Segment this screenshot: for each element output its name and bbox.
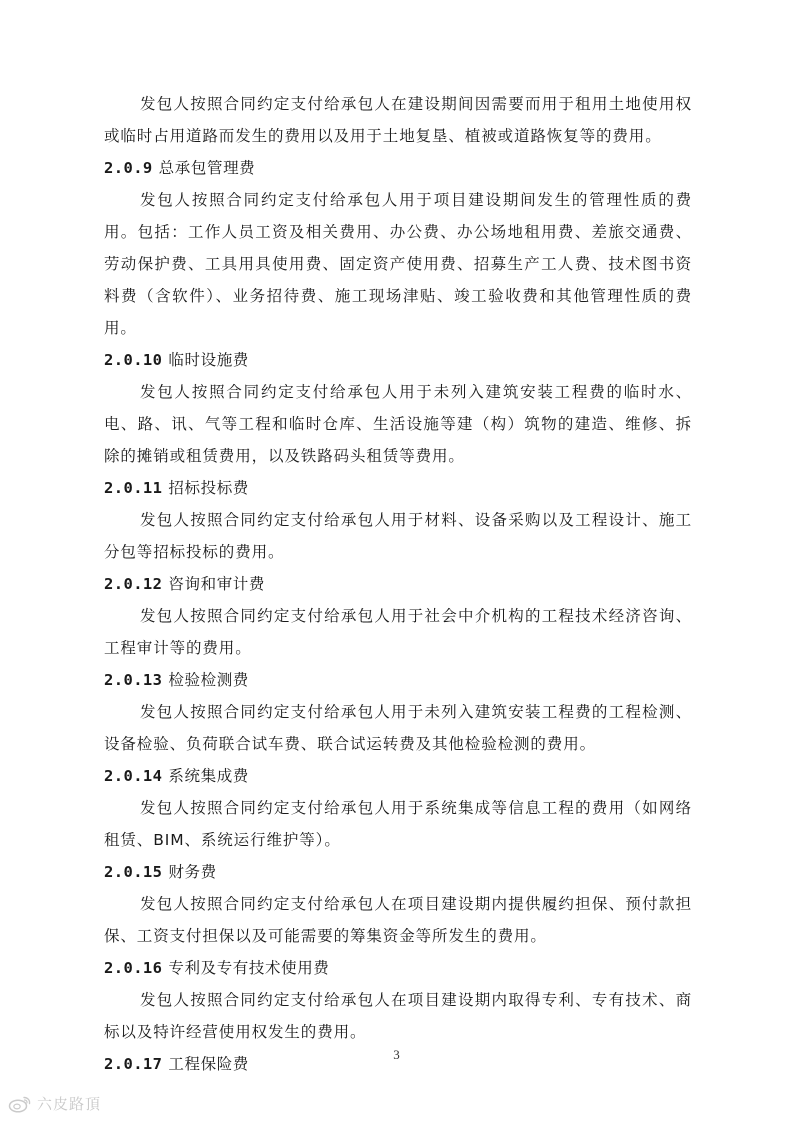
paragraph: 发包人按照合同约定支付给承包人用于未列入建筑安装工程费的工程检测、设备检验、负荷联合试车费、联合试运转费及其他检验检测的费用。 [104, 703, 692, 753]
section-heading [104, 344, 692, 376]
paragraph: 发包人按照合同约定支付给承包人用于未列入建筑安装工程费的临时水、电、路、讯、气等工程和临时仓库、生活设施等建（构）筑物的建造、维修、拆除的摊销或租赁费用，以及铁路码头租赁等费用。 [104, 383, 692, 465]
document-body [104, 88, 692, 1080]
paragraph: 发包人按照合同约定支付给承包人在项目建设期内取得专利、专有技术、商标以及特许经营使用权发生的费用。 [104, 991, 692, 1041]
section-title: 专利及专有技术使用费 [168, 959, 330, 977]
section-number: 2.0.12 [104, 575, 163, 593]
section-heading [104, 760, 692, 792]
watermark-text: 六皮路頂 [37, 1095, 102, 1113]
paragraph: 发包人按照合同约定支付给承包人用于系统集成等信息工程的费用（如网络租赁、BIM、系统运行维护等）。 [104, 799, 692, 849]
weibo-logo-icon [8, 1095, 32, 1113]
section-title: 检验检测费 [168, 671, 249, 689]
section-number: 2.0.15 [104, 863, 163, 881]
section-title: 工程保险费 [168, 1055, 249, 1073]
section-number: 2.0.14 [104, 767, 163, 785]
section-heading [104, 152, 692, 184]
section-heading [104, 664, 692, 696]
paragraph: 发包人按照合同约定支付给承包人在项目建设期内提供履约担保、预付款担保、工资支付担保以及可能需要的筹集资金等所发生的费用。 [104, 895, 692, 945]
section-title: 临时设施费 [168, 351, 249, 369]
section-number: 2.0.9 [104, 159, 153, 177]
section-title: 财务费 [168, 863, 217, 881]
section-number: 2.0.16 [104, 959, 163, 977]
section-number: 2.0.11 [104, 479, 163, 497]
section-heading [104, 472, 692, 504]
page-number: 3 [393, 1047, 400, 1062]
section-title: 系统集成费 [168, 767, 249, 785]
section-title: 招标投标费 [168, 479, 249, 497]
section-heading [104, 952, 692, 984]
section-heading [104, 568, 692, 600]
section-title: 咨询和审计费 [168, 575, 266, 593]
paragraph: 发包人按照合同约定支付给承包人用于社会中介机构的工程技术经济咨询、工程审计等的费用。 [104, 607, 692, 657]
section-title: 总承包管理费 [158, 159, 256, 177]
section-number: 2.0.10 [104, 351, 163, 369]
paragraph: 发包人按照合同约定支付给承包人在建设期间因需要而用于租用土地使用权或临时占用道路而发生的费用以及用于土地复垦、植被或道路恢复等的费用。 [104, 95, 692, 145]
paragraph: 发包人按照合同约定支付给承包人用于材料、设备采购以及工程设计、施工分包等招标投标的费用。 [104, 511, 692, 561]
section-number: 2.0.13 [104, 671, 163, 689]
watermark [8, 1093, 101, 1114]
paragraph: 发包人按照合同约定支付给承包人用于项目建设期间发生的管理性质的费用。包括：工作人员工资及相关费用、办公费、办公场地租用费、差旅交通费、劳动保护费、工具用具使用费、固定资产使用费、招募生产工人费、技术图书资料费（含软件）、业务招待费、施工现场津贴、竣工验收费和其他管理性质的费用。 [104, 191, 692, 337]
section-heading [104, 856, 692, 888]
section-number: 2.0.17 [104, 1055, 163, 1073]
